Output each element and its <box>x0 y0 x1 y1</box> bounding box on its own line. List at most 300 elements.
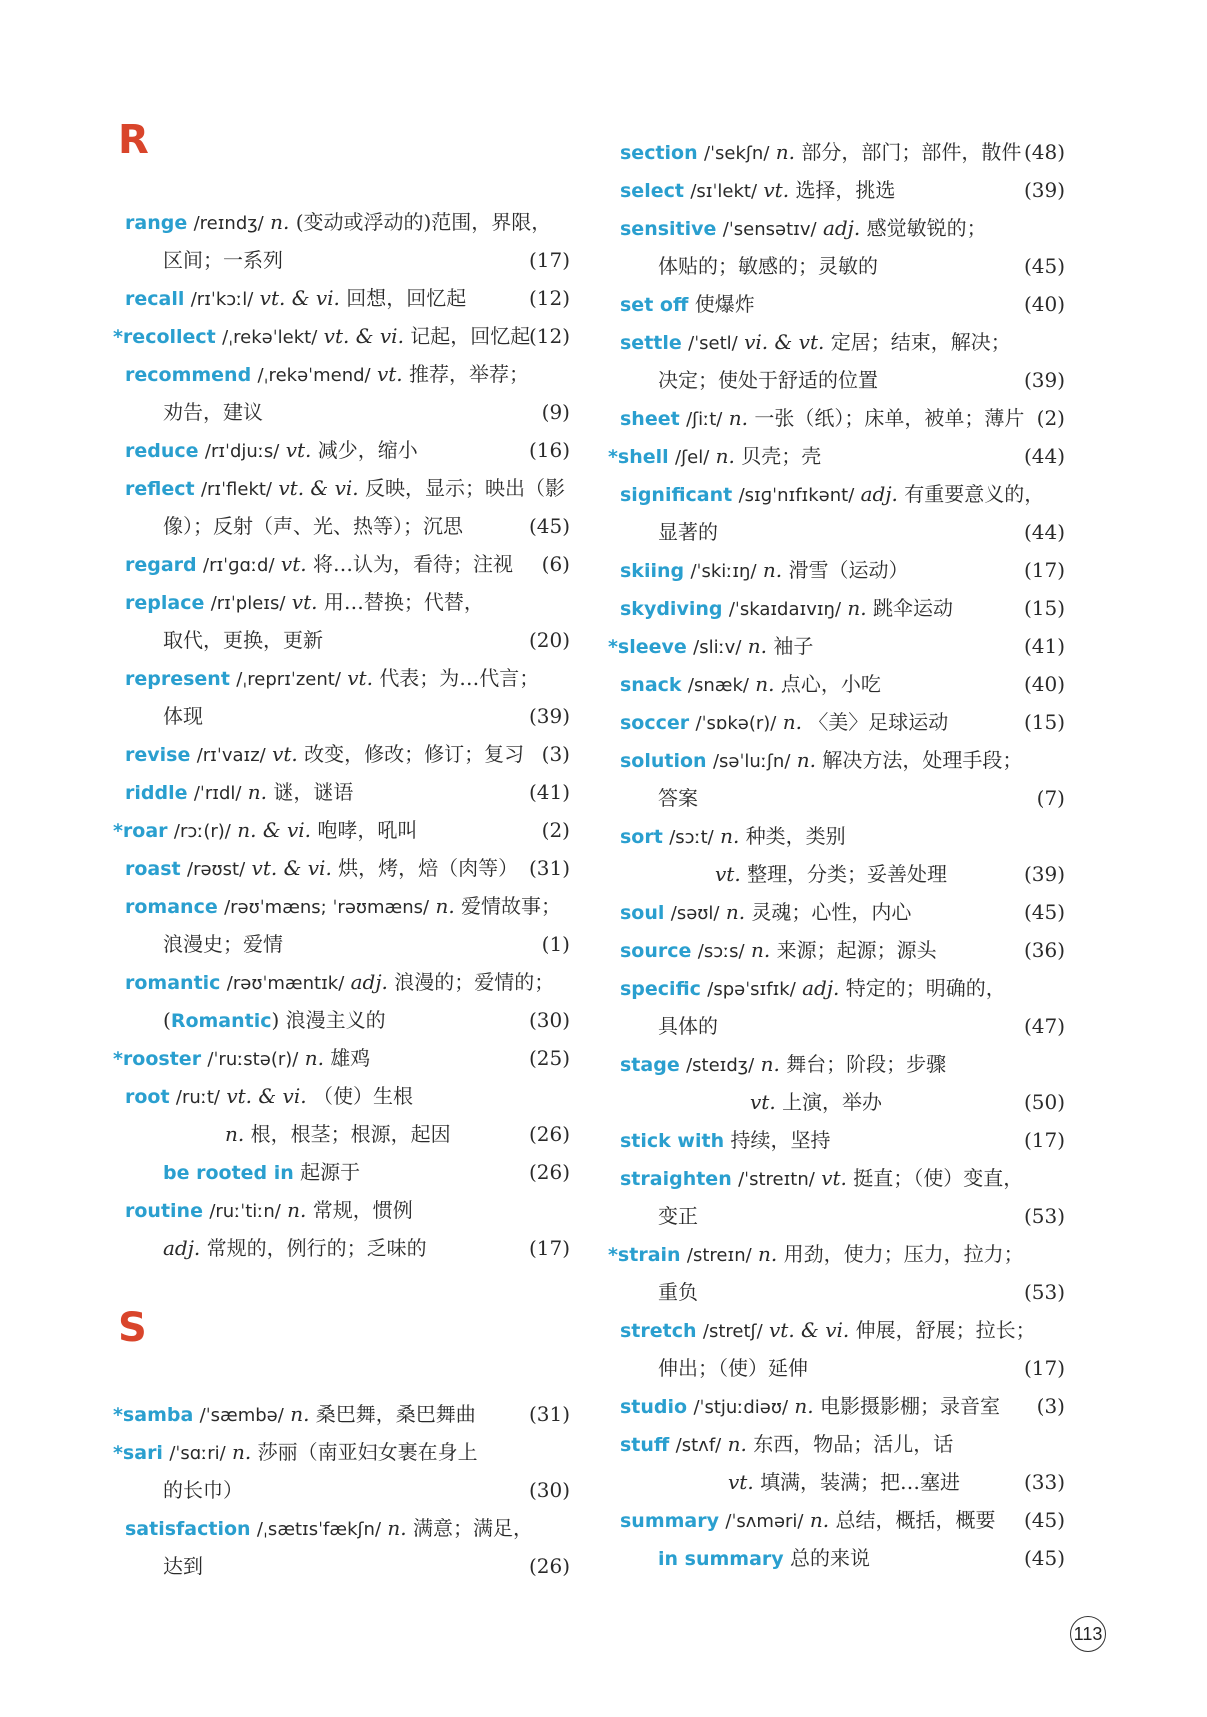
entry-headword: summary <box>620 1510 720 1532</box>
entry-headword: *shell <box>608 446 669 468</box>
entry-part-of-speech: n. <box>225 1122 245 1146</box>
entry-line <box>620 325 1065 359</box>
entry-line <box>620 1313 1065 1347</box>
entry-headword: recommend <box>125 364 252 386</box>
entry-unit-number: (33) <box>1023 1470 1065 1494</box>
entry-text <box>620 1389 1000 1425</box>
entry-line <box>620 819 1065 853</box>
entry-part-of-speech: vt. <box>715 862 741 886</box>
entry-definition: 袖子 <box>773 634 814 658</box>
entry-text <box>608 629 813 665</box>
entry-line <box>620 933 1065 967</box>
entry-line <box>125 243 570 277</box>
entry-unit-number: (31) <box>528 1402 570 1426</box>
entry-text <box>125 661 539 697</box>
entry-line <box>125 585 570 619</box>
entry-phonetic: /ʃel/ <box>675 447 710 468</box>
entry-line <box>113 1041 570 1075</box>
entry-text <box>125 737 524 773</box>
entry-text <box>620 1313 1036 1349</box>
entry-headword: solution <box>620 750 707 772</box>
entry-unit-number: (17) <box>528 1236 570 1260</box>
entry-part-of-speech: adj. <box>163 1236 201 1260</box>
entry-headword: stretch <box>620 1320 697 1342</box>
entry-phonetic: /streɪn/ <box>686 1245 752 1266</box>
entry-part-of-speech: n. <box>270 210 290 234</box>
entry-definition: 记起，回忆起 <box>410 324 531 348</box>
entry-definition: 〈美〉足球运动 <box>808 710 949 734</box>
entry-line <box>125 965 570 999</box>
entry-phonetic: /sɔːs/ <box>697 941 745 962</box>
entry-phonetic: /ˈsɑːri/ <box>169 1443 226 1464</box>
entry-line <box>620 1541 1065 1575</box>
entry-text <box>125 965 554 1001</box>
entry-line <box>113 319 570 353</box>
entry-unit-number: (36) <box>1023 938 1065 962</box>
entry-part-of-speech: n. <box>727 1432 747 1456</box>
entry-line <box>125 433 570 467</box>
entry-definition: 定居；结束，解决； <box>830 330 1011 354</box>
entry-line <box>113 813 570 847</box>
entry-headword: select <box>620 180 684 202</box>
entry-text <box>163 699 203 733</box>
entry-line <box>620 743 1065 777</box>
entry-text <box>658 1351 808 1385</box>
entry-part-of-speech: vt. <box>291 590 318 614</box>
entry-part-of-speech: n. <box>796 748 817 772</box>
entry-phonetic: /rɪˈpleɪs/ <box>210 593 286 614</box>
entry-unit-number: (6) <box>541 552 570 576</box>
entry-part-of-speech: vt. <box>285 438 312 462</box>
entry-text <box>125 357 529 393</box>
entry-line <box>620 135 1065 169</box>
entry-line <box>125 661 570 695</box>
entry-line <box>125 1473 570 1507</box>
entry-definition: 一张（纸）；床单，被单；薄片 <box>754 406 1025 430</box>
entry-line <box>620 211 1065 245</box>
entry-part-of-speech: vt. & vi. <box>769 1318 850 1342</box>
entry-phonetic: /rɪˈflekt/ <box>200 479 272 500</box>
section-letter-r: R <box>118 117 149 163</box>
entry-headword: sensitive <box>620 218 717 240</box>
entry-line <box>620 971 1065 1005</box>
entry-unit-number: (26) <box>528 1554 570 1578</box>
entry-headword: stuff <box>620 1434 670 1456</box>
entry-definition: 浪漫史；爱情 <box>163 932 283 956</box>
entry-line <box>125 927 570 961</box>
entry-phonetic: /ˈskiːɪŋ/ <box>690 561 757 582</box>
entry-text <box>658 1541 870 1576</box>
entry-definition: 贝壳；壳 <box>741 444 822 468</box>
entry-definition: 达到 <box>163 1554 203 1578</box>
entry-unit-number: (15) <box>1023 596 1065 620</box>
entry-phonetic: /ruːˈtiːn/ <box>209 1201 281 1222</box>
entry-text <box>620 401 1024 437</box>
entry-part-of-speech: n. <box>290 1402 310 1426</box>
entry-text <box>125 471 565 507</box>
entry-headword: snack <box>620 674 682 696</box>
entry-unit-number: (26) <box>528 1160 570 1184</box>
entry-definition: 显著的 <box>658 520 718 544</box>
entry-text <box>620 971 1006 1007</box>
entry-line <box>125 1079 570 1113</box>
entry-line <box>125 1231 570 1265</box>
entry-unit-number: (45) <box>1023 1508 1065 1532</box>
entry-headword: root <box>125 1086 170 1108</box>
entry-line <box>608 1237 1065 1271</box>
entry-line <box>620 287 1065 321</box>
entry-unit-number: (26) <box>528 1122 570 1146</box>
entry-part-of-speech: adj. <box>860 482 898 506</box>
entry-unit-number: (39) <box>1023 862 1065 886</box>
entry-text <box>113 813 417 849</box>
entry-unit-number: (40) <box>1023 672 1065 696</box>
entry-definition: 用劲，使力；压力，拉力； <box>783 1242 1024 1266</box>
entry-unit-number: (2) <box>1036 406 1065 430</box>
entry-part-of-speech: vt. & vi. <box>278 476 359 500</box>
entry-text <box>715 857 947 891</box>
entry-part-of-speech: vt. <box>750 1090 776 1114</box>
entry-phonetic: /rəʊˈmæns; ˈrəʊmæns/ <box>224 897 430 918</box>
entry-definition: 上演，举办 <box>782 1090 883 1114</box>
entry-headword: *strain <box>608 1244 681 1266</box>
entry-part-of-speech: vt. & vi. <box>323 324 404 348</box>
entry-part-of-speech: n. <box>725 900 746 924</box>
entry-line <box>620 667 1065 701</box>
entry-headword: riddle <box>125 782 188 804</box>
entry-headword: romantic <box>125 972 221 994</box>
entry-unit-number: (17) <box>528 248 570 272</box>
entry-text <box>125 205 551 241</box>
entry-line <box>125 623 570 657</box>
entry-headword: roast <box>125 858 181 880</box>
entry-part-of-speech: vt. <box>763 178 790 202</box>
entry-text <box>225 1117 451 1151</box>
entry-phonetic: /rəʊˈmæntɪk/ <box>226 973 345 994</box>
entry-unit-number: (48) <box>1023 140 1065 164</box>
entry-text <box>163 395 263 429</box>
entry-text <box>620 1161 1023 1197</box>
entry-part-of-speech: n. <box>304 1046 324 1070</box>
entry-line <box>125 699 570 733</box>
entry-part-of-speech: vt. <box>280 552 307 576</box>
entry-line <box>620 1503 1065 1537</box>
entry-definition: 将…认为，看待；注视 <box>312 552 513 576</box>
entry-headword: stage <box>620 1054 680 1076</box>
entry-text <box>125 585 484 621</box>
entry-line <box>125 851 570 885</box>
entry-definition: (变动或浮动的)范围，界限， <box>295 210 552 234</box>
entry-definition: 莎丽（南亚妇女裹在身上 <box>257 1440 478 1464</box>
entry-part-of-speech: n. <box>232 1440 252 1464</box>
entry-line <box>125 737 570 771</box>
entry-part-of-speech: vi. & vt. <box>744 330 825 354</box>
entry-part-of-speech: n. <box>387 1516 407 1540</box>
entry-definition: 伸展，舒展；拉长； <box>855 1318 1036 1342</box>
entry-text <box>620 1427 953 1463</box>
entry-unit-number: (7) <box>1036 786 1065 810</box>
entry-definition: 体现 <box>163 704 203 728</box>
entry-definition: 桑巴舞，桑巴舞曲 <box>315 1402 476 1426</box>
entry-text <box>125 775 353 811</box>
entry-unit-number: (17) <box>1023 1356 1065 1380</box>
entry-definition: ) 浪漫主义的 <box>271 1008 386 1032</box>
entry-line <box>620 173 1065 207</box>
entry-part-of-speech: n. <box>775 140 796 164</box>
entry-definition: 的长巾） <box>163 1478 243 1502</box>
entry-part-of-speech: adj. <box>350 970 388 994</box>
entry-text <box>125 1511 533 1547</box>
entry-text <box>125 1193 413 1229</box>
entry-text <box>125 889 561 925</box>
entry-definition: 挺直；（使）变直， <box>853 1166 1024 1190</box>
entry-phonetic: /ˈskaɪdaɪvɪŋ/ <box>728 599 842 620</box>
entry-part-of-speech: adj. <box>822 216 861 240</box>
entry-phonetic: /ˈsekʃn/ <box>704 143 770 164</box>
entry-unit-number: (41) <box>528 780 570 804</box>
entry-headword: *sari <box>113 1442 163 1464</box>
entry-text <box>620 1503 995 1539</box>
entry-line <box>620 1047 1065 1081</box>
entry-definition: 具体的 <box>658 1014 718 1038</box>
entry-unit-number: (12) <box>528 286 570 310</box>
entry-phonetic: /rɪˈvaɪz/ <box>196 745 266 766</box>
entry-line <box>620 363 1065 397</box>
entry-part-of-speech: vt. <box>821 1166 847 1190</box>
entry-unit-number: (20) <box>528 628 570 652</box>
entry-definition: 体贴的；敏感的；灵敏的 <box>658 254 878 278</box>
entry-definition: 浪漫的；爱情的； <box>394 970 555 994</box>
entry-line <box>620 1161 1065 1195</box>
entry-definition: 根，根茎；根源，起因 <box>250 1122 451 1146</box>
entry-phonetic: /ˈstjuːdiəʊ/ <box>693 1397 789 1418</box>
entry-headword: skiing <box>620 560 685 582</box>
entry-text <box>620 933 937 969</box>
entry-part-of-speech: n. <box>247 780 268 804</box>
entry-definition: 减少，缩小 <box>317 438 418 462</box>
entry-line <box>125 281 570 315</box>
entry-unit-number: (53) <box>1023 1280 1065 1304</box>
entry-line <box>620 1199 1065 1233</box>
entry-phonetic: /ʃiːt/ <box>686 409 723 430</box>
entry-text <box>163 927 283 961</box>
entry-line <box>113 1435 570 1469</box>
entry-definition: 特定的；明确的， <box>845 976 1006 1000</box>
entry-definition: 反映，显示；映出（影 <box>364 476 565 500</box>
entry-definition: 跳伞运动 <box>872 596 953 620</box>
entry-headword: Romantic <box>170 1010 272 1032</box>
entry-text <box>620 819 846 855</box>
entry-line <box>620 705 1065 739</box>
entry-unit-number: (45) <box>1023 254 1065 278</box>
entry-unit-number: (53) <box>1023 1204 1065 1228</box>
entry-phonetic: /stʌf/ <box>675 1435 722 1456</box>
entry-headword: sort <box>620 826 663 848</box>
entry-text <box>620 743 1022 779</box>
entry-unit-number: (12) <box>528 324 570 348</box>
entry-definition: 回想，回忆起 <box>346 286 467 310</box>
entry-part-of-speech: vt. <box>376 362 403 386</box>
entry-part-of-speech: vt. & vi. <box>226 1084 307 1108</box>
entry-unit-number: (47) <box>1023 1014 1065 1038</box>
entry-definition: 部分，部门；部件，散件 <box>801 140 1022 164</box>
entry-text <box>620 591 953 627</box>
entry-definition: 滑雪（运动） <box>788 558 909 582</box>
entry-definition: 整理，分类；妥善处理 <box>747 862 948 886</box>
entry-definition: 像）；反射（声、光、热等）；沉思 <box>163 514 463 538</box>
entry-line <box>125 1155 570 1189</box>
entry-phonetic: /səˈluːʃn/ <box>712 751 791 772</box>
entry-text <box>163 1155 360 1190</box>
entry-line <box>620 781 1065 815</box>
entry-definition: 雄鸡 <box>330 1046 371 1070</box>
entry-definition: 舞台；阶段；步骤 <box>786 1052 947 1076</box>
entry-text <box>163 1549 203 1583</box>
entry-phonetic: /ruːt/ <box>175 1087 220 1108</box>
entry-text <box>163 1231 427 1265</box>
entry-headword: replace <box>125 592 205 614</box>
entry-headword: romance <box>125 896 218 918</box>
entry-headword: *rooster <box>113 1048 202 1070</box>
entry-headword: set off <box>620 294 689 316</box>
entry-headword: be rooted in <box>163 1162 294 1184</box>
entry-definition: 伸出；（使）延伸 <box>658 1356 808 1380</box>
entry-part-of-speech: n. & vi. <box>237 818 312 842</box>
entry-line <box>125 1549 570 1583</box>
entry-definition: 选择，挑选 <box>795 178 896 202</box>
entry-phonetic: /steɪdʒ/ <box>686 1055 755 1076</box>
entry-text <box>620 705 948 741</box>
entry-phonetic: /ˈruːstə(r)/ <box>207 1049 299 1070</box>
entry-definition: 劝告，建议 <box>163 400 263 424</box>
entry-definition: 区间；一系列 <box>163 248 283 272</box>
entry-text <box>658 515 718 549</box>
entry-definition: 爱情故事； <box>461 894 562 918</box>
entry-headword: revise <box>125 744 191 766</box>
entry-phonetic: /səʊl/ <box>670 903 720 924</box>
section-letter-s: S <box>118 1305 147 1351</box>
entry-headword: soccer <box>620 712 690 734</box>
entry-headword: reflect <box>125 478 195 500</box>
entry-phonetic: /rɪˈkɔːl/ <box>190 289 254 310</box>
entry-part-of-speech: n. <box>758 1242 778 1266</box>
entry-headword: section <box>620 142 698 164</box>
entry-headword: represent <box>125 668 230 690</box>
entry-line <box>113 1397 570 1431</box>
entry-text <box>125 281 466 317</box>
entry-definition: 有重要意义的， <box>904 482 1045 506</box>
entry-headword: *roar <box>113 820 168 842</box>
entry-definition: 谜，谜语 <box>273 780 354 804</box>
entry-headword: soul <box>620 902 665 924</box>
entry-definition: 烘，烤，焙（肉等） <box>338 856 519 880</box>
entry-text <box>113 319 530 355</box>
entry-headword: settle <box>620 332 682 354</box>
entry-headword: regard <box>125 554 197 576</box>
entry-part-of-speech: n. <box>435 894 455 918</box>
entry-headword: *samba <box>113 1404 194 1426</box>
entry-headword: sheet <box>620 408 680 430</box>
entry-text <box>125 851 518 887</box>
entry-line <box>125 1511 570 1545</box>
entry-definition: 重负 <box>658 1280 698 1304</box>
entry-unit-number: (25) <box>528 1046 570 1070</box>
entry-line <box>620 249 1065 283</box>
entry-text <box>620 287 755 322</box>
entry-text <box>125 433 418 469</box>
entry-unit-number: (31) <box>528 856 570 880</box>
entry-text <box>620 135 1021 171</box>
entry-headword: routine <box>125 1200 203 1222</box>
entry-part-of-speech: vt. <box>272 742 298 766</box>
entry-unit-number: (39) <box>1023 368 1065 392</box>
entry-line <box>125 1117 570 1151</box>
entry-unit-number: (39) <box>528 704 570 728</box>
entry-line <box>620 401 1065 435</box>
entry-text <box>658 1275 698 1309</box>
entry-line <box>125 1193 570 1227</box>
entry-text <box>620 667 881 703</box>
entry-unit-number: (15) <box>1023 710 1065 734</box>
entry-definition: 满意；满足， <box>412 1516 533 1540</box>
entry-line <box>620 1123 1065 1157</box>
entry-phonetic: /snæk/ <box>687 675 749 696</box>
entry-definition: （使）生根 <box>312 1084 413 1108</box>
page-number: 113 <box>1070 1616 1106 1652</box>
entry-definition: 咆哮，吼叫 <box>317 818 418 842</box>
entry-phonetic: /ˈrɪdl/ <box>193 783 242 804</box>
entry-line <box>125 889 570 923</box>
entry-definition: 种类，类别 <box>745 824 846 848</box>
entry-unit-number: (30) <box>528 1478 570 1502</box>
entry-text <box>163 1473 243 1507</box>
entry-text <box>620 1047 946 1083</box>
entry-unit-number: (1) <box>541 932 570 956</box>
entry-definition: 用…替换；代替， <box>323 590 484 614</box>
entry-line <box>125 471 570 505</box>
entry-definition: 答案 <box>658 786 698 810</box>
entry-unit-number: (50) <box>1023 1090 1065 1114</box>
entry-phonetic: /rɪˈdjuːs/ <box>204 441 280 462</box>
entry-phonetic: /spəˈsɪfɪk/ <box>707 979 796 1000</box>
entry-line <box>620 857 1065 891</box>
entry-part-of-speech: n. <box>755 672 775 696</box>
entry-part-of-speech: n. <box>782 710 802 734</box>
entry-part-of-speech: vt. <box>347 666 373 690</box>
entry-line <box>125 547 570 581</box>
entry-unit-number: (16) <box>528 438 570 462</box>
entry-headword: in summary <box>658 1548 784 1570</box>
entry-line <box>125 357 570 391</box>
entry-line <box>620 1275 1065 1309</box>
entry-phonetic: /ˈsensətɪv/ <box>722 219 817 240</box>
entry-bracket: ( <box>163 1008 171 1032</box>
entry-text <box>163 243 283 277</box>
entry-headword: source <box>620 940 692 962</box>
entry-text <box>620 553 908 589</box>
entry-part-of-speech: adj. <box>802 976 840 1000</box>
entry-unit-number: (3) <box>541 742 570 766</box>
entry-line <box>125 1003 570 1037</box>
entry-text <box>658 1009 718 1043</box>
entry-text <box>113 1397 476 1433</box>
entry-text <box>608 439 821 475</box>
entry-text <box>620 173 895 209</box>
entry-phonetic: /ˈsɒkə(r)/ <box>695 713 777 734</box>
entry-phonetic: /rɪˈɡɑːd/ <box>203 555 275 576</box>
entry-unit-number: (45) <box>1023 900 1065 924</box>
entry-unit-number: (41) <box>1023 634 1065 658</box>
